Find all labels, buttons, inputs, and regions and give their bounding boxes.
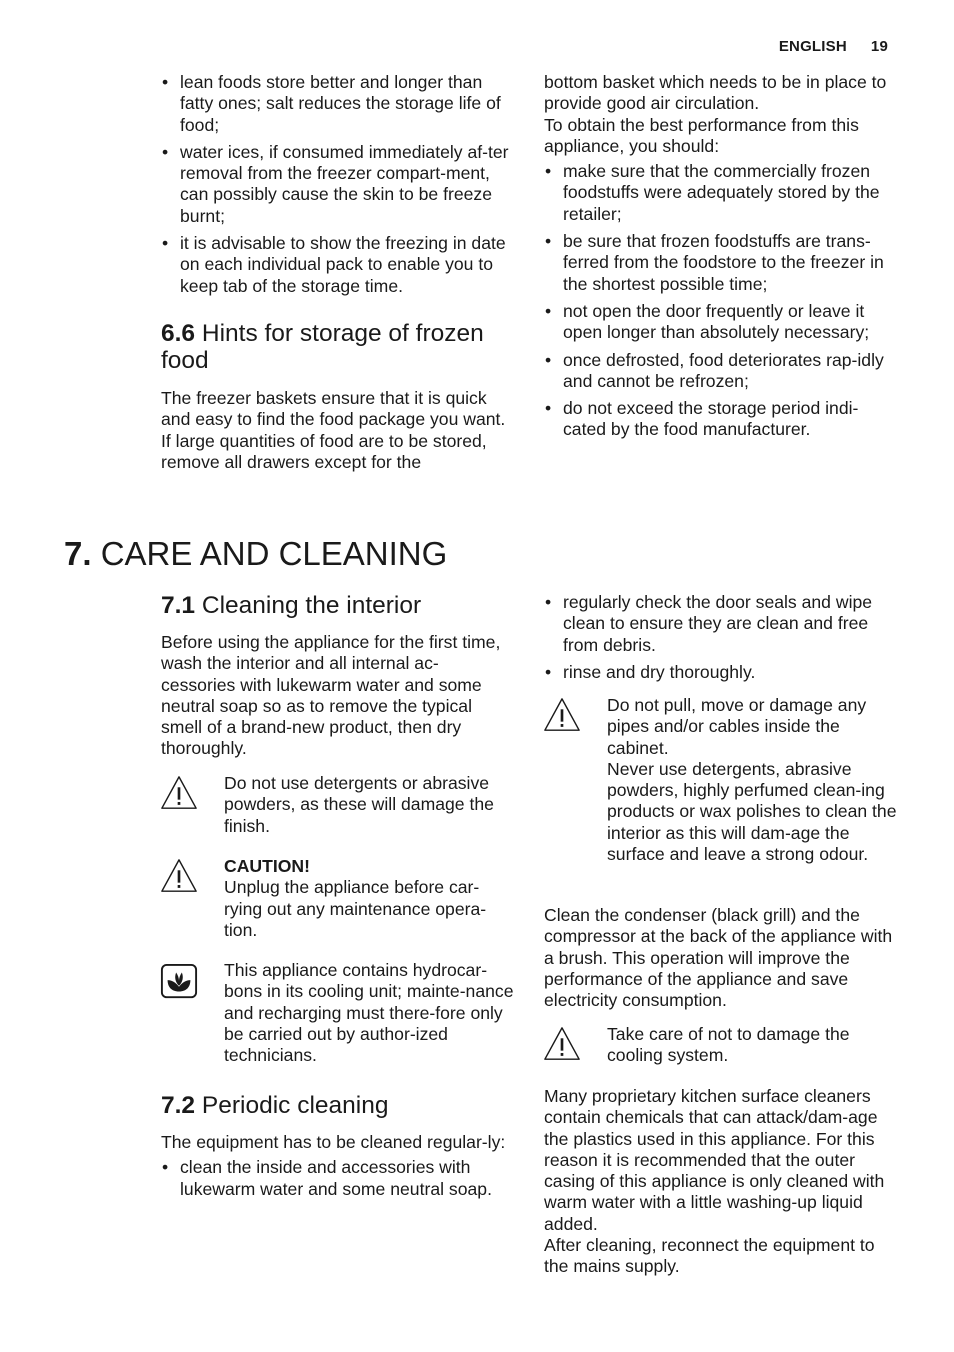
section-title: Hints for storage of frozen food: [161, 320, 484, 374]
warning-note-detergents: [160, 773, 520, 843]
paragraph: Many proprietary kitchen surface cleaners contain chemicals that can attack/dam-age the plastics used in this appliance. For this reason it is recommended that the outer casing of this appliance is only cleaned with warm water with a little washing-up liquid added.: [544, 1086, 885, 1234]
section-title: Periodic cleaning: [201, 1092, 389, 1119]
chapter-heading: [64, 534, 447, 574]
warning-triangle-icon: [160, 856, 198, 896]
list-item: • once defrosted, food deteriorates rap-idly and cannot be refrozen;: [544, 350, 900, 393]
section-7-1-heading: [161, 592, 517, 619]
environment-note: [160, 960, 520, 1070]
list-item: • make sure that the commercially frozen foodstuffs were adequately stored by the retailer;: [544, 161, 900, 225]
paragraph: Before using the appliance for the first time, wash the interior and all internal ac-cessories with lukewarm water and some neutral soap so as to remove the typical smell of a brand-new product, then dry thoroughly.: [161, 632, 501, 759]
right-top-column: [544, 72, 900, 447]
section-number: 7.1: [161, 592, 196, 619]
warning-text: Do not pull, move or damage any pipes and/or cables inside the cabinet.: [607, 695, 867, 758]
cleaners-paragraph: [544, 1086, 896, 1278]
warning-text: Do not use detergents or abrasive powders, as these will damage the finish.: [224, 773, 494, 836]
language-label: ENGLISH: [778, 38, 847, 55]
paragraph: Clean the condenser (black grill) and the compressor at the back of the appliance with a brush. This operation will improve the performance of the appliance and save electricity consumption.: [544, 905, 893, 1011]
list-item: • regularly check the door seals and wipe clean to ensure they are clean and free from debris.: [544, 592, 900, 656]
list-item: • water ices, if consumed immediately af-ter removal from the freezer compart-ment, can possibly cause the skin to be freeze burnt;: [161, 142, 517, 227]
list-item: • do not exceed the storage period indi-cated by the food manufacturer.: [544, 398, 900, 441]
paragraph: To obtain the best performance from this appliance, you should:: [544, 114, 859, 156]
section-6-6-body: [161, 388, 513, 473]
caution-note: [160, 856, 520, 946]
section-number: 6.6: [161, 320, 196, 347]
list-item: • lean foods store better and longer than fatty ones; salt reduces the storage life of food;: [161, 72, 517, 136]
warning-note-cooling: [543, 1024, 903, 1074]
list-item: • not open the door frequently or leave it open longer than absolutely necessary;: [544, 301, 900, 344]
chapter-number: 7.: [64, 535, 92, 572]
warning-triangle-icon: [543, 1024, 581, 1064]
paragraph: The freezer baskets ensure that it is quick and easy to find the food package you want. If large quantities of food are to be stored, remove all drawers except for the: [161, 388, 506, 472]
environment-leaf-icon: [160, 962, 198, 1002]
paragraph: The equipment has to be cleaned regular-ly:: [161, 1132, 506, 1152]
section-6-6-heading: [161, 320, 517, 374]
list-item: • rinse and dry thoroughly.: [544, 662, 900, 683]
page-header: [779, 38, 888, 55]
caution-text: Unplug the appliance before car-rying out any maintenance opera-tion.: [224, 877, 487, 940]
chapter-title: CARE AND CLEANING: [100, 535, 448, 572]
list-item: • it is advisable to show the freezing in date on each individual pack to enable you to keep tab of the storage time.: [161, 233, 517, 297]
paragraph: After cleaning, reconnect the equipment to the mains supply.: [544, 1235, 875, 1277]
section-number: 7.2: [161, 1092, 196, 1119]
warning-text: Take care of not to damage the cooling system.: [607, 1024, 850, 1066]
page-number: 19: [870, 38, 888, 55]
section-title: Cleaning the interior: [201, 592, 422, 619]
left-top-bullets: [161, 72, 517, 303]
warning-triangle-icon: [543, 695, 581, 735]
condenser-paragraph: [544, 905, 896, 1011]
warning-note-pipes: [543, 695, 903, 885]
warning-triangle-icon: [160, 773, 198, 813]
warning-text: Never use detergents, abrasive powders, highly perfumed clean-ing products or wax polishes to clean the interior as this will dam-age the surface and leave a strong odour.: [607, 758, 897, 865]
right-bottom-bullets: [544, 592, 900, 689]
paragraph: bottom basket which needs to be in place to provide good air circulation.: [544, 72, 887, 114]
environment-text: This appliance contains hydrocar-bons in its cooling unit; mainte-nance and recharging must there-fore only be carried out by author-ized technicians.: [224, 960, 514, 1066]
section-7-2-body: [161, 1132, 513, 1206]
caution-title: CAUTION!: [224, 856, 311, 876]
list-item: • be sure that frozen foodstuffs are trans-ferred from the foodstore to the freezer in the shortest possible time;: [544, 231, 900, 295]
section-7-2-heading: [161, 1092, 517, 1119]
list-item: • clean the inside and accessories with lukewarm water and some neutral soap.: [161, 1157, 513, 1200]
section-7-1-body: [161, 632, 513, 760]
